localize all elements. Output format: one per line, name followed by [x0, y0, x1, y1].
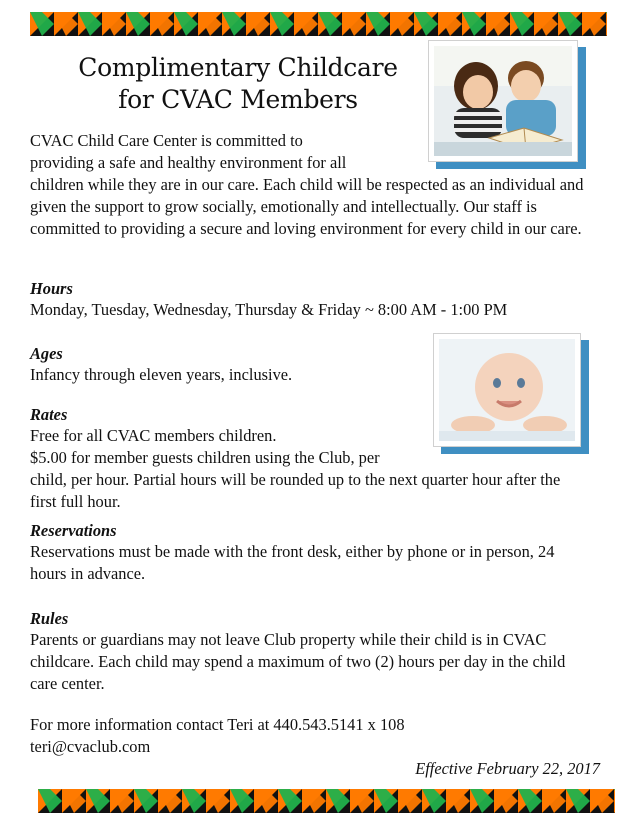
rates-line-1: Free for all CVAC members children. — [30, 426, 277, 445]
rates-heading: Rates — [30, 405, 68, 424]
rates-line-2: $5.00 for member guests children using the Club, per — [30, 448, 380, 467]
hours-heading: Hours — [30, 279, 73, 298]
title-line-1: Complimentary Childcare — [78, 53, 398, 82]
triangle-pattern — [30, 12, 607, 36]
decorative-border-bottom — [38, 789, 615, 813]
rules-heading: Rules — [30, 609, 69, 628]
intro-paragraph — [30, 130, 590, 240]
page-title — [68, 52, 408, 116]
intro-rest: children while they are in our care. Each child will be respected as an individual and given the support to grow socially, emotionally and intellectually. Our staff is committed to providing a secure and loving environment for every child in our care. — [30, 175, 584, 238]
contact-block — [30, 714, 405, 758]
rules-text: Parents or guardians may not leave Club property while their child is in CVAC childcare. Each child may spend a maximum of two (2) hours per day in the child care center. — [30, 630, 566, 693]
effective-date: Effective February 22, 2017 — [415, 759, 600, 778]
rates-paragraph — [30, 425, 590, 513]
ages-heading: Ages — [30, 344, 63, 363]
title-line-2: for CVAC Members — [118, 85, 358, 114]
rates-rest: child, per hour. Partial hours will be rounded up to the next quarter hour after the first full hour. — [30, 470, 561, 511]
intro-line-1: CVAC Child Care Center is committed to — [30, 131, 303, 150]
triangle-pattern — [38, 789, 615, 813]
intro-line-2: providing a safe and healthy environment for all — [30, 153, 347, 172]
ages-text: Infancy through eleven years, inclusive. — [30, 365, 293, 384]
contact-email[interactable]: teri@cvaclub.com — [30, 737, 151, 756]
reservations-heading: Reservations — [30, 521, 117, 540]
decorative-border-top — [30, 12, 607, 36]
hours-text: Monday, Tuesday, Wednesday, Thursday & Friday ~ 8:00 AM - 1:00 PM — [30, 300, 508, 319]
reservations-text: Reservations must be made with the front desk, either by phone or in person, 24 hours in advance. — [30, 542, 555, 583]
contact-line: For more information contact Teri at 440.543.5141 x 108 — [30, 715, 405, 734]
